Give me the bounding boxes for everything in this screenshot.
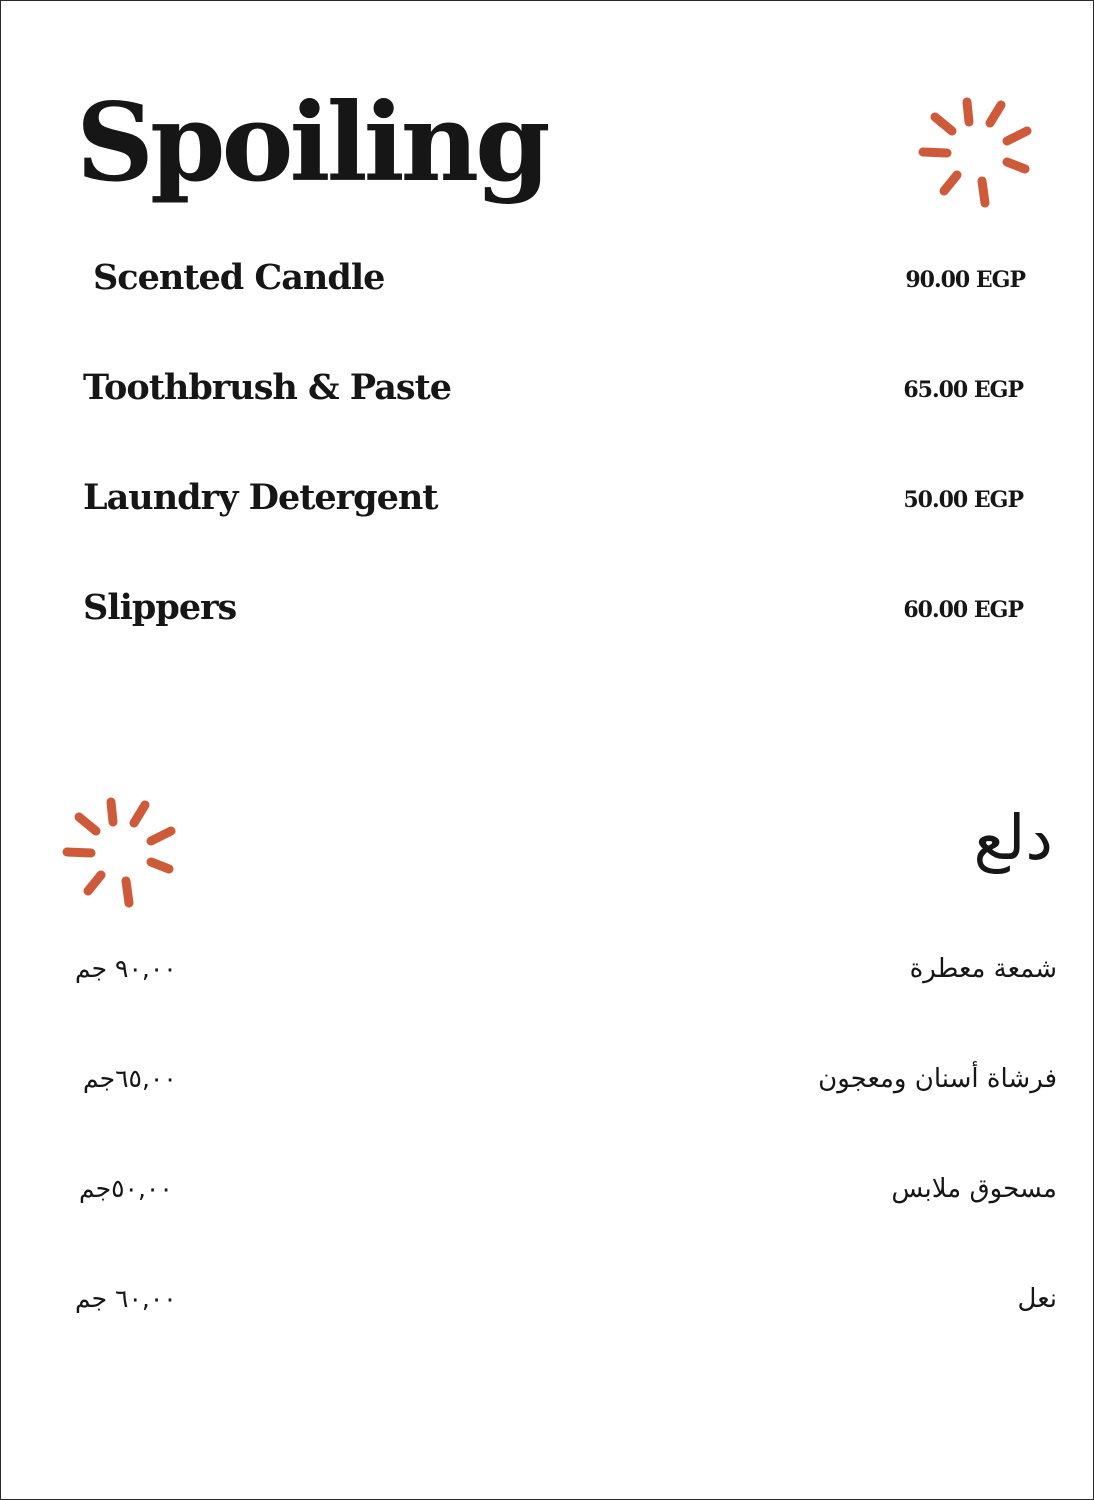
item-name: Scented Candle [93,257,385,298]
menu-item-row [83,367,1023,417]
menu-item-row [75,1284,1057,1324]
item-price: ٥٠,٠٠جم [79,1174,173,1203]
menu-item-row [83,257,1023,307]
menu-item-row [75,1064,1057,1104]
sunburst-icon [917,95,1033,211]
item-price: 60.00 EGP [903,597,1023,623]
item-price: ٦٥,٠٠جم [83,1064,177,1093]
item-price: 90.00 EGP [905,267,1025,293]
menu-item-row [83,587,1023,637]
menu-item-row [83,477,1023,527]
page-title: Spoiling [76,80,547,206]
sunburst-icon [61,795,177,911]
item-price: ٩٠,٠٠ جم [75,954,177,983]
item-name: نعل [1017,1284,1057,1314]
item-name: Laundry Detergent [83,477,438,518]
arabic-title: دلع [973,801,1053,874]
menu-item-row [75,1174,1057,1214]
item-name: Toothbrush & Paste [83,367,452,408]
item-name: شمعة معطرة [909,954,1057,984]
item-price: ٦٠,٠٠ جم [75,1284,177,1313]
item-price: 65.00 EGP [903,377,1023,403]
item-name: Slippers [83,587,237,628]
menu-item-row [75,954,1057,994]
item-name: مسحوق ملابس [891,1174,1057,1204]
item-name: فرشاة أسنان ومعجون [818,1064,1057,1094]
item-price: 50.00 EGP [903,487,1023,513]
